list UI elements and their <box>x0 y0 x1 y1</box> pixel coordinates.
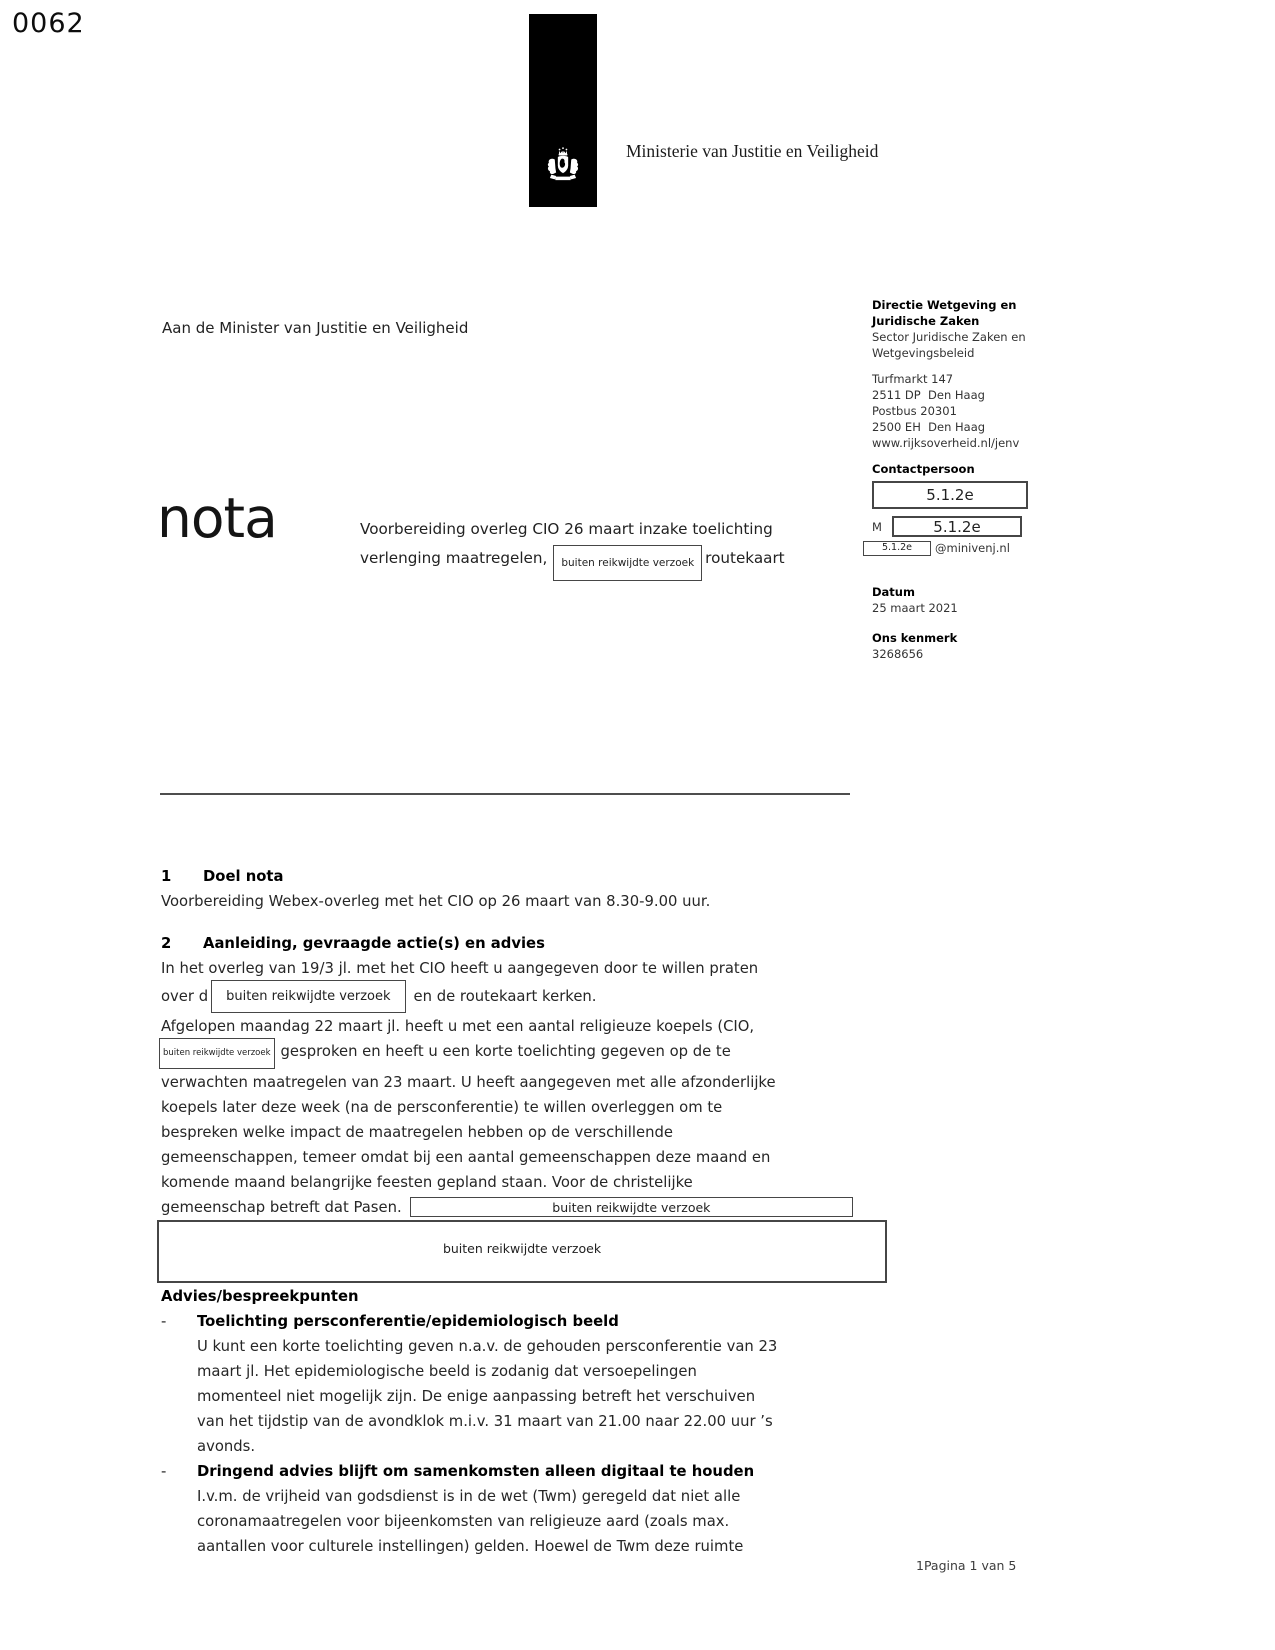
sector-name: Wetgevingsbeleid <box>872 346 975 360</box>
redaction-box: 5.1.2e <box>863 541 931 556</box>
body-column <box>161 864 853 1559</box>
bullet-line: avonds. <box>197 1438 256 1455</box>
body-line: bespreken welke impact de maatregelen hebben op de verschillende <box>161 1124 673 1141</box>
subject-line1: Voorbereiding overleg CIO 26 maart inzake toelichting <box>360 520 773 538</box>
subject-line2: verlenging maatregelen, buiten reikwijdte verzoek routekaart <box>360 542 840 578</box>
advies-heading: Advies/bespreekpunten <box>161 1288 359 1305</box>
directorate-name: Directie Wetgeving en <box>872 298 1017 312</box>
bullet-line: I.v.m. de vrijheid van godsdienst is in de wet (Twm) geregeld dat niet alle <box>197 1488 741 1505</box>
body-line: buiten reikwijdte verzoek gesproken en heeft u een korte toelichting gegeven op de te <box>161 1039 853 1070</box>
sector-name: Sector Juridische Zaken en <box>872 330 1026 344</box>
bullet-item <box>161 1459 853 1484</box>
letterhead-sidebar <box>872 297 1052 662</box>
body-line: komende maand belangrijke feesten gepland staan. Voor de christelijke <box>161 1174 693 1191</box>
phone-row <box>872 516 1052 537</box>
rijksoverheid-banner <box>529 14 597 207</box>
bullet-dash: - <box>161 1463 167 1480</box>
redaction-box: buiten reikwijdte verzoek <box>410 1197 853 1217</box>
redaction-box: buiten reikwijdte verzoek <box>553 545 702 581</box>
reference-value: 3268656 <box>872 647 924 661</box>
coat-of-arms-icon <box>541 139 585 199</box>
body-line: Afgelopen maandag 22 maart jl. heeft u met een aantal religieuze koepels (CIO, <box>161 1018 755 1035</box>
email-row <box>872 540 1052 556</box>
redaction-box: 5.1.2e <box>872 481 1028 509</box>
bullet-line: aantallen voor culturele instellingen) gelden. Hoewel de Twm deze ruimte <box>197 1538 744 1555</box>
directorate-name: Juridische Zaken <box>872 314 980 328</box>
bullet-line: U kunt een korte toelichting geven n.a.v. de gehouden persconferentie van 23 <box>197 1338 778 1355</box>
document-number: 0062 <box>12 8 85 39</box>
redaction-box: buiten reikwijdte verzoek <box>159 1038 275 1069</box>
body-line: Voorbereiding Webex-overleg met het CIO op 26 maart van 8.30-9.00 uur. <box>161 893 711 910</box>
body-line: verwachten maatregelen van 23 maart. U heeft aangegeven met alle afzonderlijke <box>161 1074 776 1091</box>
bullet-line: van het tijdstip van de avondklok m.i.v. 31 maart van 21.00 naar 22.00 uur ’s <box>197 1413 773 1430</box>
bullet-title: Dringend advies blijft om samenkomsten alleen digitaal te houden <box>197 1463 755 1480</box>
addressee-line: Aan de Minister van Justitie en Veiligheid <box>162 319 469 337</box>
mobile-prefix: M <box>872 519 882 534</box>
nota-title: nota <box>157 486 277 550</box>
redaction-box-large: buiten reikwijdte verzoek <box>157 1220 887 1283</box>
page-number: 1Pagina 1 van 5 <box>916 1558 1017 1573</box>
section2-heading: 2 Aanleiding, gevraagde actie(s) en advies <box>161 935 545 952</box>
postal-city: 2511 DP Den Haag <box>872 388 985 402</box>
postbus: Postbus 20301 <box>872 404 957 418</box>
date-label: Datum <box>872 585 915 599</box>
body-line: gemeenschap betreft dat Pasen. buiten reikwijdte verzoek <box>161 1195 853 1220</box>
ministry-name: Ministerie van Justitie en Veiligheid <box>626 141 879 161</box>
bullet-dash: - <box>161 1313 167 1330</box>
street-address: Turfmarkt 147 <box>872 372 954 386</box>
bullet-line: momenteel niet mogelijk zijn. De enige aanpassing betreft het verschuiven <box>197 1388 756 1405</box>
subject-block <box>360 516 840 578</box>
bullet-line: coronamaatregelen voor bijeenkomsten van religieuze aard (zoals max. <box>197 1513 730 1530</box>
divider-line <box>160 793 850 795</box>
postal-city: 2500 EH Den Haag <box>872 420 986 434</box>
section1-heading: 1 Doel nota <box>161 868 284 885</box>
body-line: gemeenschappen, temeer omdat bij een aantal gemeenschappen deze maand en <box>161 1149 771 1166</box>
website-url: www.rijksoverheid.nl/jenv <box>872 436 1020 450</box>
bullet-item <box>161 1309 853 1334</box>
contact-label: Contactpersoon <box>872 462 975 476</box>
body-line: In het overleg van 19/3 jl. met het CIO heeft u aangegeven door te willen praten <box>161 960 759 977</box>
reference-label: Ons kenmerk <box>872 631 958 645</box>
date-value: 25 maart 2021 <box>872 601 958 615</box>
redaction-box: 5.1.2e <box>892 516 1022 537</box>
bullet-line: maart jl. Het epidemiologische beeld is zodanig dat versoepelingen <box>197 1363 697 1380</box>
bullet-title: Toelichting persconferentie/epidemiologisch beeld <box>197 1313 619 1330</box>
body-line: koepels later deze week (na de persconferentie) te willen overleggen om te <box>161 1099 723 1116</box>
redaction-box: buiten reikwijdte verzoek <box>211 980 405 1013</box>
body-line: over d buiten reikwijdte verzoek en de routekaart kerken. <box>161 981 853 1014</box>
email-domain: @minivenj.nl <box>935 541 1010 555</box>
